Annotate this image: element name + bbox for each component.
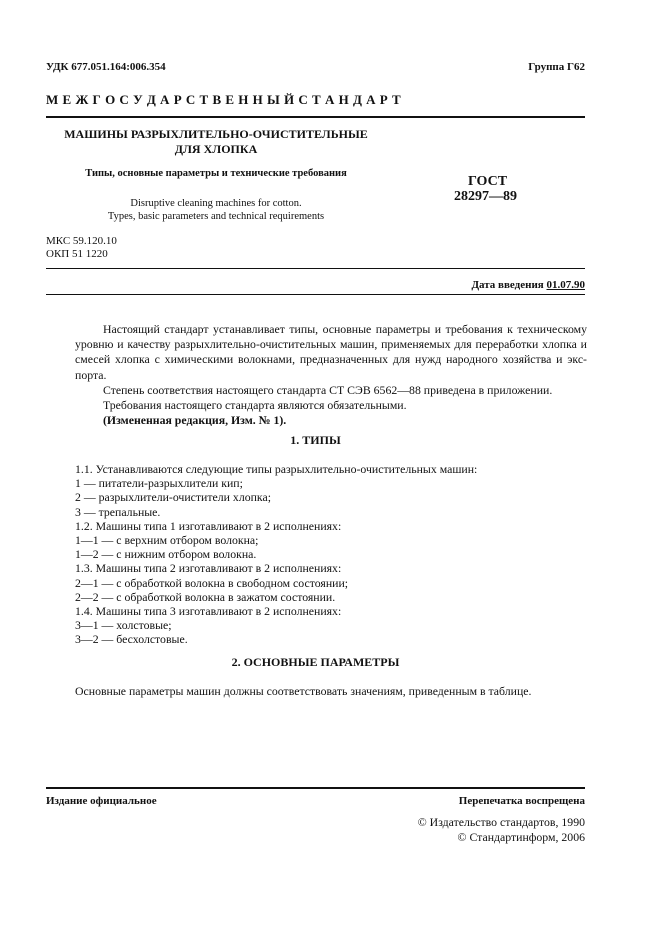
amendment-note: (Измененная редакция, Изм. № 1). — [103, 413, 287, 428]
intro-mandatory-line: Требования настоящего стандарта являются обязательными. — [103, 398, 407, 413]
section-1-heading: 1. ТИПЫ — [290, 433, 341, 447]
section-1-list — [75, 462, 477, 647]
list-item: 1.2. Машины типа 1 изготавливают в 2 исполнениях: — [75, 518, 342, 533]
codes-rule — [46, 268, 585, 269]
intro-line: Настоящий стандарт устанавливает типы, основные параметры и требования к техническому — [103, 322, 587, 336]
mks-code: МКС 59.120.10 — [46, 235, 117, 247]
section-2-text: Основные параметры машин должны соответствовать значениям, приведенным в таблице. — [75, 684, 532, 698]
title-en-line-2: Types, basic parameters and technical requirements — [107, 211, 325, 222]
list-item: 1—2 — с нижним отбором волокна. — [75, 547, 257, 562]
title-line-1: МАШИНЫ РАЗРЫХЛИТЕЛЬНО-ОЧИСТИТЕЛЬНЫЕ — [64, 127, 368, 141]
list-item: 1—1 — с верхним отбором волокна; — [75, 533, 259, 548]
okp-code: ОКП 51 1220 — [46, 248, 108, 260]
udk-code: УДК 677.051.164:006.354 — [46, 61, 166, 73]
intro-date-rule — [46, 294, 585, 295]
list-item: 1.3. Машины типа 2 изготавливают в 2 исполнениях: — [75, 561, 342, 576]
list-item: 2 — разрыхлители-очистители хлопка; — [75, 490, 271, 505]
intro-date-value: 01.07.90 — [546, 279, 585, 291]
copyright-2006: © Стандартинформ, 2006 — [457, 830, 585, 844]
group-code: Группа Г62 — [528, 61, 585, 73]
intro-line: смесей хлопка с химическими волокнами, предназначенных для нужд народного хозяйства и экс- — [75, 352, 587, 367]
list-item: 1.1. Устанавливаются следующие типы разрыхлительно-очистительных машин: — [75, 462, 478, 476]
list-item: 3 — трепальные. — [75, 504, 161, 519]
intro-paragraph — [75, 322, 587, 428]
gost-label: ГОСТ — [468, 174, 508, 189]
reprint-prohibited: Перепечатка воспрещена — [458, 795, 585, 807]
interstate-standard-banner: М Е Ж Г О С У Д А Р С Т В Е Н Н Ы Й С Т А Н Д А Р Т — [46, 92, 402, 107]
list-item: 2—2 — с обработкой волокна в зажатом состоянии. — [75, 589, 336, 604]
list-item: 1 — питатели-разрыхлители кип; — [75, 476, 243, 491]
subtitle-ru: Типы, основные параметры и технические требования — [85, 168, 347, 179]
intro-date — [471, 279, 585, 291]
official-edition: Издание официальное — [46, 795, 157, 807]
gost-number: 28297—89 — [454, 189, 517, 204]
footer-rule — [46, 787, 585, 789]
list-item: 1.4. Машины типа 3 изготавливают в 2 исполнениях: — [75, 604, 342, 619]
title-en-line-1: Disruptive cleaning machines for cotton. — [130, 198, 302, 209]
intro-line: порта. — [75, 367, 107, 382]
intro-compliance-line: Степень соответствия настоящего стандарта СТ СЭВ 6562—88 приведена в приложении. — [103, 382, 553, 397]
list-item: 2—1 — с обработкой волокна в свободном состоянии; — [75, 575, 349, 590]
copyright-1990: © Издательство стандартов, 1990 — [417, 815, 585, 829]
header-rule — [46, 116, 585, 118]
section-2-heading: 2. ОСНОВНЫЕ ПАРАМЕТРЫ — [231, 655, 400, 669]
list-item: 3—2 — бесхолстовые. — [75, 632, 188, 647]
title-line-2: ДЛЯ ХЛОПКА — [174, 142, 258, 156]
intro-date-label: Дата введения — [471, 279, 544, 291]
intro-line: уровню и качеству разрыхлительно-очистительных машин, применяемых для переработки хлопка и — [75, 337, 587, 352]
list-item: 3—1 — холстовые; — [75, 618, 172, 633]
